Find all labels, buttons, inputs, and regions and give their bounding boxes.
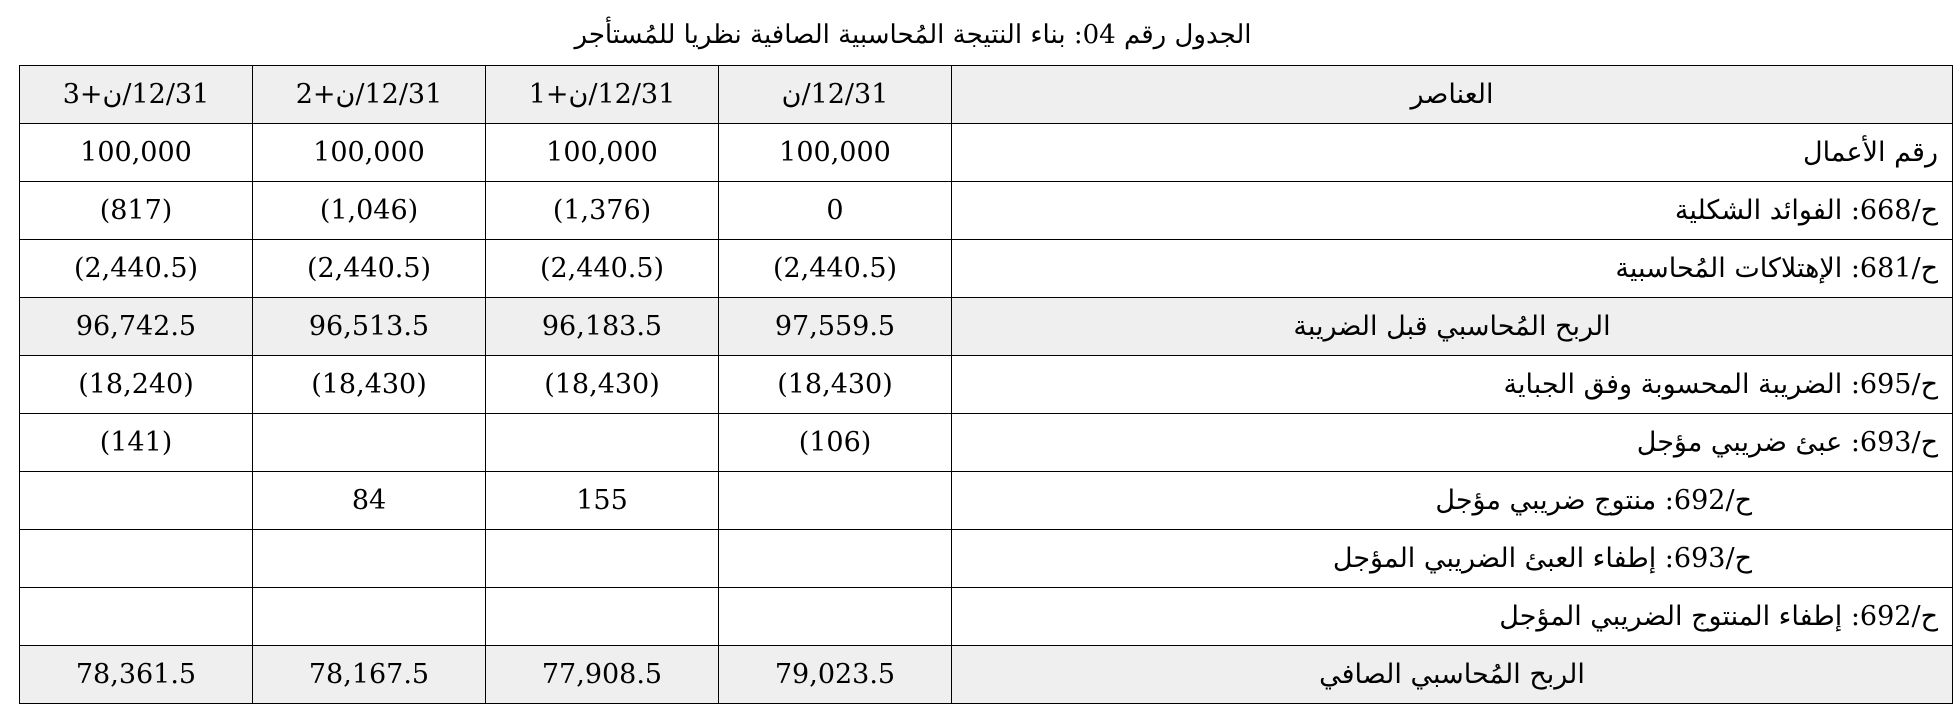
cell-value: (1,046) (253, 182, 486, 240)
cell-value: 96,513.5 (253, 298, 486, 356)
cell-value (486, 588, 719, 646)
table-row-net-profit (20, 646, 1953, 704)
row-label: ح/692: منتوج ضريبي مؤجل (952, 472, 1953, 530)
cell-value: (1,376) (486, 182, 719, 240)
table-caption: الجدول رقم 04: بناء النتيجة المُحاسبية الصافية نظريا للمُستأجر (574, 20, 1252, 50)
cell-value (253, 530, 486, 588)
cell-value: (106) (719, 414, 952, 472)
table-row-depreciation (20, 240, 1953, 298)
row-label: ح/681: الإهتلاكات المُحاسبية (952, 240, 1953, 298)
cell-value: 84 (253, 472, 486, 530)
cell-value: 96,183.5 (486, 298, 719, 356)
cell-value (719, 588, 952, 646)
header-year-2: 12/31/ن+2 (253, 66, 486, 124)
cell-value: 77,908.5 (486, 646, 719, 704)
cell-value (253, 414, 486, 472)
table-row-profit-before-tax (20, 298, 1953, 356)
table-row-charge-reversal (20, 530, 1953, 588)
row-label: ح/668: الفوائد الشكلية (952, 182, 1953, 240)
table-row-interest (20, 182, 1953, 240)
row-label: ح/692: إطفاء المنتوج الضريبي المؤجل (952, 588, 1953, 646)
cell-value (486, 414, 719, 472)
cell-value: 100,000 (253, 124, 486, 182)
cell-value: 78,167.5 (253, 646, 486, 704)
cell-value: (18,430) (486, 356, 719, 414)
table-header-row (20, 66, 1953, 124)
row-label: ح/693: عبئ ضريبي مؤجل (952, 414, 1953, 472)
cell-value (486, 530, 719, 588)
table-row-tax (20, 356, 1953, 414)
cell-value: 100,000 (20, 124, 253, 182)
header-year-3: 12/31/ن+3 (20, 66, 253, 124)
header-year-0: 12/31/ن (719, 66, 952, 124)
header-year-1: 12/31/ن+1 (486, 66, 719, 124)
table-row-deferred-tax-charge (20, 414, 1953, 472)
cell-value: (18,430) (253, 356, 486, 414)
cell-value (719, 530, 952, 588)
header-items: العناصر (952, 66, 1953, 124)
cell-value: (2,440.5) (486, 240, 719, 298)
cell-value: 155 (486, 472, 719, 530)
cell-value: (817) (20, 182, 253, 240)
cell-value (719, 472, 952, 530)
table-row-revenue (20, 124, 1953, 182)
cell-value: 100,000 (486, 124, 719, 182)
cell-value (20, 530, 253, 588)
cell-value: 96,742.5 (20, 298, 253, 356)
row-label: الربح المُحاسبي الصافي (952, 646, 1953, 704)
cell-value: (2,440.5) (20, 240, 253, 298)
row-label: رقم الأعمال (952, 124, 1953, 182)
cell-value: (18,240) (20, 356, 253, 414)
row-label: ح/695: الضريبة المحسوبة وفق الجباية (952, 356, 1953, 414)
cell-value: (2,440.5) (253, 240, 486, 298)
cell-value: (18,430) (719, 356, 952, 414)
cell-value: 0 (719, 182, 952, 240)
row-label: ح/693: إطفاء العبئ الضريبي المؤجل (952, 530, 1953, 588)
cell-value (253, 588, 486, 646)
table-row-deferred-tax-income (20, 472, 1953, 530)
cell-value: (141) (20, 414, 253, 472)
cell-value (20, 588, 253, 646)
cell-value: 97,559.5 (719, 298, 952, 356)
row-label: الربح المُحاسبي قبل الضريبة (952, 298, 1953, 356)
cell-value: (2,440.5) (719, 240, 952, 298)
cell-value: 78,361.5 (20, 646, 253, 704)
cell-value: 100,000 (719, 124, 952, 182)
cell-value (20, 472, 253, 530)
accounting-result-table (19, 65, 1953, 704)
cell-value: 79,023.5 (719, 646, 952, 704)
table-row-income-reversal (20, 588, 1953, 646)
